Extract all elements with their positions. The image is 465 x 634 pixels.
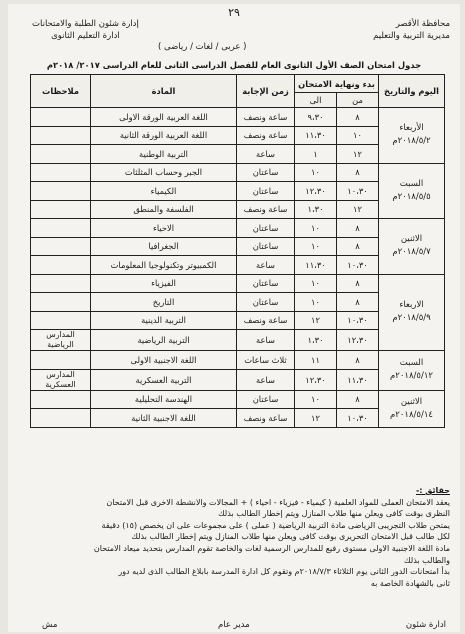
start-time-cell: ١٠: [337, 126, 379, 145]
day-name: الاربعاء: [399, 300, 424, 311]
duration-cell: ساعتان: [237, 182, 295, 201]
duration-cell: ساعة ونصف: [237, 409, 295, 428]
end-time-cell: ١٠: [295, 237, 337, 256]
duration-cell: ساعتان: [237, 274, 295, 293]
duration-cell: ساعتان: [237, 237, 295, 256]
end-time-cell: ١١،٣٠: [295, 256, 337, 275]
header-notes: ملاحظات: [31, 75, 91, 108]
start-time-cell: ٨: [337, 163, 379, 182]
end-time-cell: ١٢،٣٠: [295, 182, 337, 201]
end-time-cell: ١١: [295, 351, 337, 370]
page-number: ٢٩: [228, 6, 240, 19]
end-time-cell: ١٠: [295, 274, 337, 293]
note-line: لكل طالب قبل الامتحان التحريرى بوقت كافى ويعلن منها طلاب المنازل ويتم إخطار الطالب بذلك: [131, 532, 450, 542]
end-time-cell: ١٢: [295, 409, 337, 428]
table-row: [31, 163, 445, 182]
table-row: [31, 351, 445, 370]
header-left: [32, 18, 139, 42]
start-time-cell: ٨: [337, 351, 379, 370]
duration-cell: ساعة: [237, 330, 295, 351]
end-time-cell: ١: [295, 145, 337, 164]
subject-cell: التربية الرياضية: [91, 330, 237, 351]
duration-cell: ساعة: [237, 256, 295, 275]
end-time-cell: ١٢،٣٠: [295, 369, 337, 390]
exam-schedule-table: [30, 74, 445, 428]
department-label: إدارة شئون الطلبة والامتحانات: [32, 19, 139, 29]
day-name: الأربعاء: [399, 123, 424, 134]
duration-cell: ساعة ونصف: [237, 200, 295, 219]
day-name: السبت: [399, 178, 424, 189]
subject-cell: اللغة العربية الورقة الاولى: [91, 108, 237, 127]
subject-cell: الفيزياء: [91, 274, 237, 293]
header-day: اليوم والتاريخ: [379, 75, 445, 108]
table-row: [31, 108, 445, 127]
subject-cell: الهندسة التحليلية: [91, 390, 237, 409]
subject-cell: التربية الدينية: [91, 311, 237, 330]
note-line: بدأ امتحانات الدور الثانى يوم الثلاثاء ٢٠١٨/٧/٣م وتقوم كل ادارة المدرسة بابلاغ الطالب الذى لديه دور: [118, 567, 450, 577]
header-to: الى: [295, 93, 337, 108]
administration-label: ادارة التعليم الثانوى: [51, 31, 120, 41]
end-time-cell: ١٠: [295, 293, 337, 312]
subject-cell: التاريخ: [91, 293, 237, 312]
schedule-body: [31, 108, 445, 428]
subject-cell: الاحياء: [91, 219, 237, 238]
start-time-cell: ٨: [337, 390, 379, 409]
subject-cell: التربية الوطنية: [91, 145, 237, 164]
notes-cell: [31, 311, 91, 330]
governorate-label: محافظة الأقصر: [395, 19, 450, 29]
day-name: الاثنين: [400, 396, 423, 407]
document-title: جدول امتحان الصف الأول الثانوى العام للفصل الدراسى الثانى للعام الدراسى ٢٠١٧/ ٢٠١٨م: [46, 60, 422, 70]
exam-date: ٢٠١٨/٥/٩م: [392, 313, 431, 324]
header-from: من: [337, 93, 379, 108]
notes-section: [30, 485, 450, 589]
start-time-cell: ١٠،٣٠: [337, 409, 379, 428]
start-time-cell: ٨: [337, 293, 379, 312]
footer-left: مش: [42, 620, 58, 630]
start-time-cell: ١٠،٣٠: [337, 256, 379, 275]
exam-date: ٢٠١٨/٥/٢م: [392, 136, 431, 147]
subject-cell: الكمبيوتر وتكنولوجيا المعلومات: [91, 256, 237, 275]
notes-cell: [31, 274, 91, 293]
note-line: يعقد الامتحان العملى للمواد العلمية ( كيمياء - فيزياء - احياء ) + المجالات والانشطة الاخرى قبل الامتحان: [106, 497, 450, 507]
exam-date: ٢٠١٨/٥/١٢م: [390, 371, 433, 382]
day-date-cell: [379, 219, 445, 275]
notes-heading: حقائق :-: [415, 486, 450, 495]
note-line: ثانى بالشهادة الخاصة به: [370, 578, 450, 588]
notes-cell: [31, 351, 91, 370]
end-time-cell: ١،٣٠: [295, 200, 337, 219]
end-time-cell: ١٢: [295, 311, 337, 330]
header-subject: المادة: [91, 75, 237, 108]
notes-cell: [31, 293, 91, 312]
start-time-cell: ١٠،٣٠: [337, 311, 379, 330]
header-duration: زمن الإجابة: [237, 75, 295, 108]
table-row: [31, 219, 445, 238]
day-date-cell: [379, 108, 445, 164]
start-time-cell: ١٢: [337, 200, 379, 219]
start-time-cell: ١٠،٣٠: [337, 182, 379, 201]
subject-cell: اللغة الاجنبية الاولى: [91, 351, 237, 370]
subject-cell: الكيمياء: [91, 182, 237, 201]
start-time-cell: ١٢،٣٠: [337, 330, 379, 351]
end-time-cell: ١،٣٠: [295, 330, 337, 351]
exam-date: ٢٠١٨/٥/٧م: [392, 247, 431, 258]
duration-cell: ساعة: [237, 369, 295, 390]
day-date-cell: [379, 274, 445, 351]
subject-cell: الجغرافيا: [91, 237, 237, 256]
duration-cell: ثلاث ساعات: [237, 351, 295, 370]
header-start-end: بدء ونهاية الامتحان: [295, 75, 379, 93]
directorate-label: مديرية التربية والتعليم: [373, 31, 450, 41]
start-time-cell: ٨: [337, 219, 379, 238]
exam-date: ٢٠١٨/٥/٥م: [392, 191, 431, 202]
notes-cell: [31, 200, 91, 219]
notes-cell: [31, 256, 91, 275]
header-right: [373, 18, 450, 42]
notes-cell: [31, 182, 91, 201]
subject-cell: الفلسفة والمنطق: [91, 200, 237, 219]
notes-cell: [31, 409, 91, 428]
end-time-cell: ٩،٣٠: [295, 108, 337, 127]
duration-cell: ساعة ونصف: [237, 108, 295, 127]
duration-cell: ساعتان: [237, 390, 295, 409]
notes-cell: المدارس العسكرية: [31, 369, 91, 390]
notes-cell: [31, 163, 91, 182]
note-line: النظرى بوقت كافى ويعلن منها طلاب المنازل ويتم إخطار الطالب بذلك: [218, 509, 450, 519]
end-time-cell: ١١،٣٠: [295, 126, 337, 145]
day-name: الاثنين: [400, 234, 423, 245]
start-time-cell: ٨: [337, 274, 379, 293]
duration-cell: ساعتان: [237, 163, 295, 182]
note-line: والطالب بذلك: [404, 555, 450, 565]
document-page: [8, 4, 460, 632]
header-tracks: ( عربى / لغات / رياضى ): [158, 42, 247, 52]
notes-cell: [31, 219, 91, 238]
duration-cell: ساعة ونصف: [237, 126, 295, 145]
subject-cell: التربية العسكرية: [91, 369, 237, 390]
day-name: السبت: [399, 358, 424, 369]
day-date-cell: [379, 163, 445, 219]
duration-cell: ساعة: [237, 145, 295, 164]
subject-cell: اللغة الاجنبية الثانية: [91, 409, 237, 428]
footer-center: مدير عام: [218, 620, 250, 630]
notes-cell: [31, 126, 91, 145]
duration-cell: ساعتان: [237, 293, 295, 312]
start-time-cell: ١١،٣٠: [337, 369, 379, 390]
notes-cell: [31, 390, 91, 409]
footer-right: ادارة شئون: [405, 620, 446, 630]
day-date-cell: [379, 390, 445, 427]
notes-cell: [31, 145, 91, 164]
notes-cell: [31, 237, 91, 256]
end-time-cell: ١٠: [295, 163, 337, 182]
end-time-cell: ١٠: [295, 219, 337, 238]
note-line: يمتحن طلاب التجريبى الرياضى مادة التربية الرياضية ( عملى ) على مجموعات على ان يخصص (١٥) دقيقة: [101, 520, 450, 530]
end-time-cell: ١٠: [295, 390, 337, 409]
table-row: [31, 274, 445, 293]
notes-cell: المدارس الرياضية: [31, 330, 91, 351]
start-time-cell: ١٢: [337, 145, 379, 164]
duration-cell: ساعة ونصف: [237, 311, 295, 330]
exam-date: ٢٠١٨/٥/١٤م: [390, 409, 433, 420]
subject-cell: اللغة العربية الورقة الثانية: [91, 126, 237, 145]
notes-cell: [31, 108, 91, 127]
start-time-cell: ٨: [337, 108, 379, 127]
note-line: مادة اللغة الاجنبية الاولى مستوى رفيع للمدارس الرسمية لغات والخاصة تقوم المدارس بتحديد ميعاد الامتحان: [93, 543, 450, 553]
table-row: [31, 390, 445, 409]
day-date-cell: [379, 351, 445, 391]
duration-cell: ساعتان: [237, 219, 295, 238]
subject-cell: الجبر وحساب المثلثات: [91, 163, 237, 182]
start-time-cell: ٨: [337, 237, 379, 256]
